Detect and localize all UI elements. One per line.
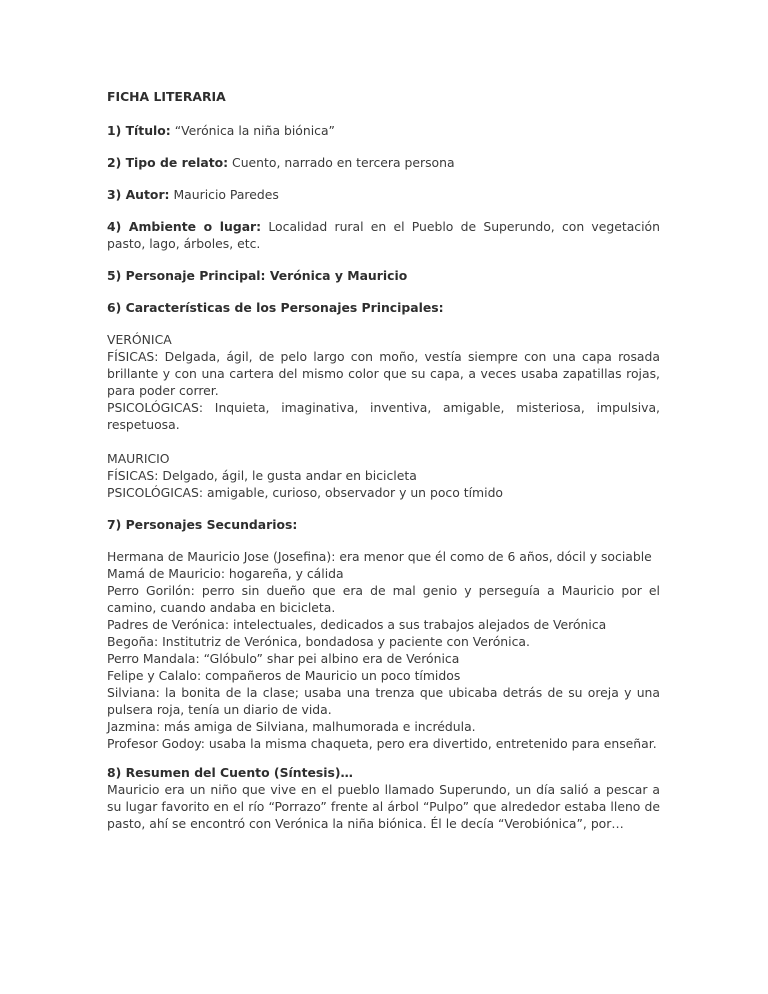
section-ambiente-text: Localidad rural en el Pueblo de Superundo, con vegetación pasto, lago, árboles, etc. bbox=[107, 219, 660, 251]
list-item: Perro Mandala: “Glóbulo” shar pei albino era de Verónica bbox=[107, 651, 460, 666]
mauricio-fisicas: FÍSICAS: Delgado, ágil, le gusta andar en bicicleta bbox=[107, 468, 417, 483]
veronica-name: VERÓNICA bbox=[107, 332, 172, 347]
list-item: Padres de Verónica: intelectuales, dedicados a sus trabajos alejados de Verónica bbox=[107, 617, 607, 632]
section-ambiente bbox=[107, 218, 660, 252]
secundarios-list bbox=[107, 548, 660, 752]
list-item: Hermana de Mauricio Jose (Josefina): era menor que él como de 6 años, dócil y sociable bbox=[107, 549, 652, 564]
section-autor-text: Mauricio Paredes bbox=[173, 187, 279, 202]
veronica-block bbox=[107, 331, 660, 433]
section-tipo-relato-label: 2) Tipo de relato: bbox=[107, 155, 229, 170]
document-page bbox=[107, 88, 660, 832]
list-item: Perro Gorilón: perro sin dueño que era de mal genio y perseguía a Mauricio por el camino, cuando andaba en bicicleta. bbox=[107, 583, 660, 615]
mauricio-name: MAURICIO bbox=[107, 451, 170, 466]
list-item: Felipe y Calalo: compañeros de Mauricio un poco tímidos bbox=[107, 668, 461, 683]
list-item: Begoña: Institutriz de Verónica, bondadosa y paciente con Verónica. bbox=[107, 634, 530, 649]
document-title: FICHA LITERARIA bbox=[107, 89, 226, 104]
section-personaje-principal: 5) Personaje Principal: Verónica y Mauricio bbox=[107, 268, 408, 283]
section-tipo-relato bbox=[107, 154, 660, 171]
resumen-text: Mauricio era un niño que vive en el pueblo llamado Superundo, un día salió a pescar a su lugar favorito en el río “Porrazo” frente al árbol “Pulpo” que alrededor estaba lleno de pasto, ahí se encontró con Verónica la niña biónica. Él le decía “Verobiónica”, por… bbox=[107, 782, 660, 831]
section-tipo-relato-text: Cuento, narrado en tercera persona bbox=[232, 155, 455, 170]
section-caracteristicas: 6) Características de los Personajes Principales: bbox=[107, 300, 444, 315]
veronica-fisicas: FÍSICAS: Delgada, ágil, de pelo largo con moño, vestía siempre con una capa rosada brillante y con una cartera del mismo color que su capa, a veces usaba zapatillas rojas, para poder correr. bbox=[107, 349, 660, 398]
mauricio-block bbox=[107, 450, 660, 501]
section-titulo bbox=[107, 122, 660, 139]
section-autor bbox=[107, 186, 660, 203]
section-titulo-text: “Verónica la niña biónica” bbox=[174, 123, 335, 138]
list-item: Mamá de Mauricio: hogareña, y cálida bbox=[107, 566, 344, 581]
section-secundarios: 7) Personajes Secundarios: bbox=[107, 517, 298, 532]
list-item: Profesor Godoy: usaba la misma chaqueta, pero era divertido, entretenido para enseñar. bbox=[107, 736, 657, 751]
list-item: Silviana: la bonita de la clase; usaba una trenza que ubicaba detrás de su oreja y una pulsera roja, tenía un diario de vida. bbox=[107, 685, 660, 717]
veronica-psicologicas: PSICOLÓGICAS: Inquieta, imaginativa, inventiva, amigable, misteriosa, impulsiva, respetuosa. bbox=[107, 400, 660, 432]
section-autor-label: 3) Autor: bbox=[107, 187, 170, 202]
section-titulo-label: 1) Título: bbox=[107, 123, 171, 138]
section-ambiente-label: 4) Ambiente o lugar: bbox=[107, 219, 262, 234]
list-item: Jazmina: más amiga de Silviana, malhumorada e incrédula. bbox=[107, 719, 476, 734]
section-resumen: 8) Resumen del Cuento (Síntesis)… bbox=[107, 765, 353, 780]
mauricio-psicologicas: PSICOLÓGICAS: amigable, curioso, observador y un poco tímido bbox=[107, 485, 504, 500]
